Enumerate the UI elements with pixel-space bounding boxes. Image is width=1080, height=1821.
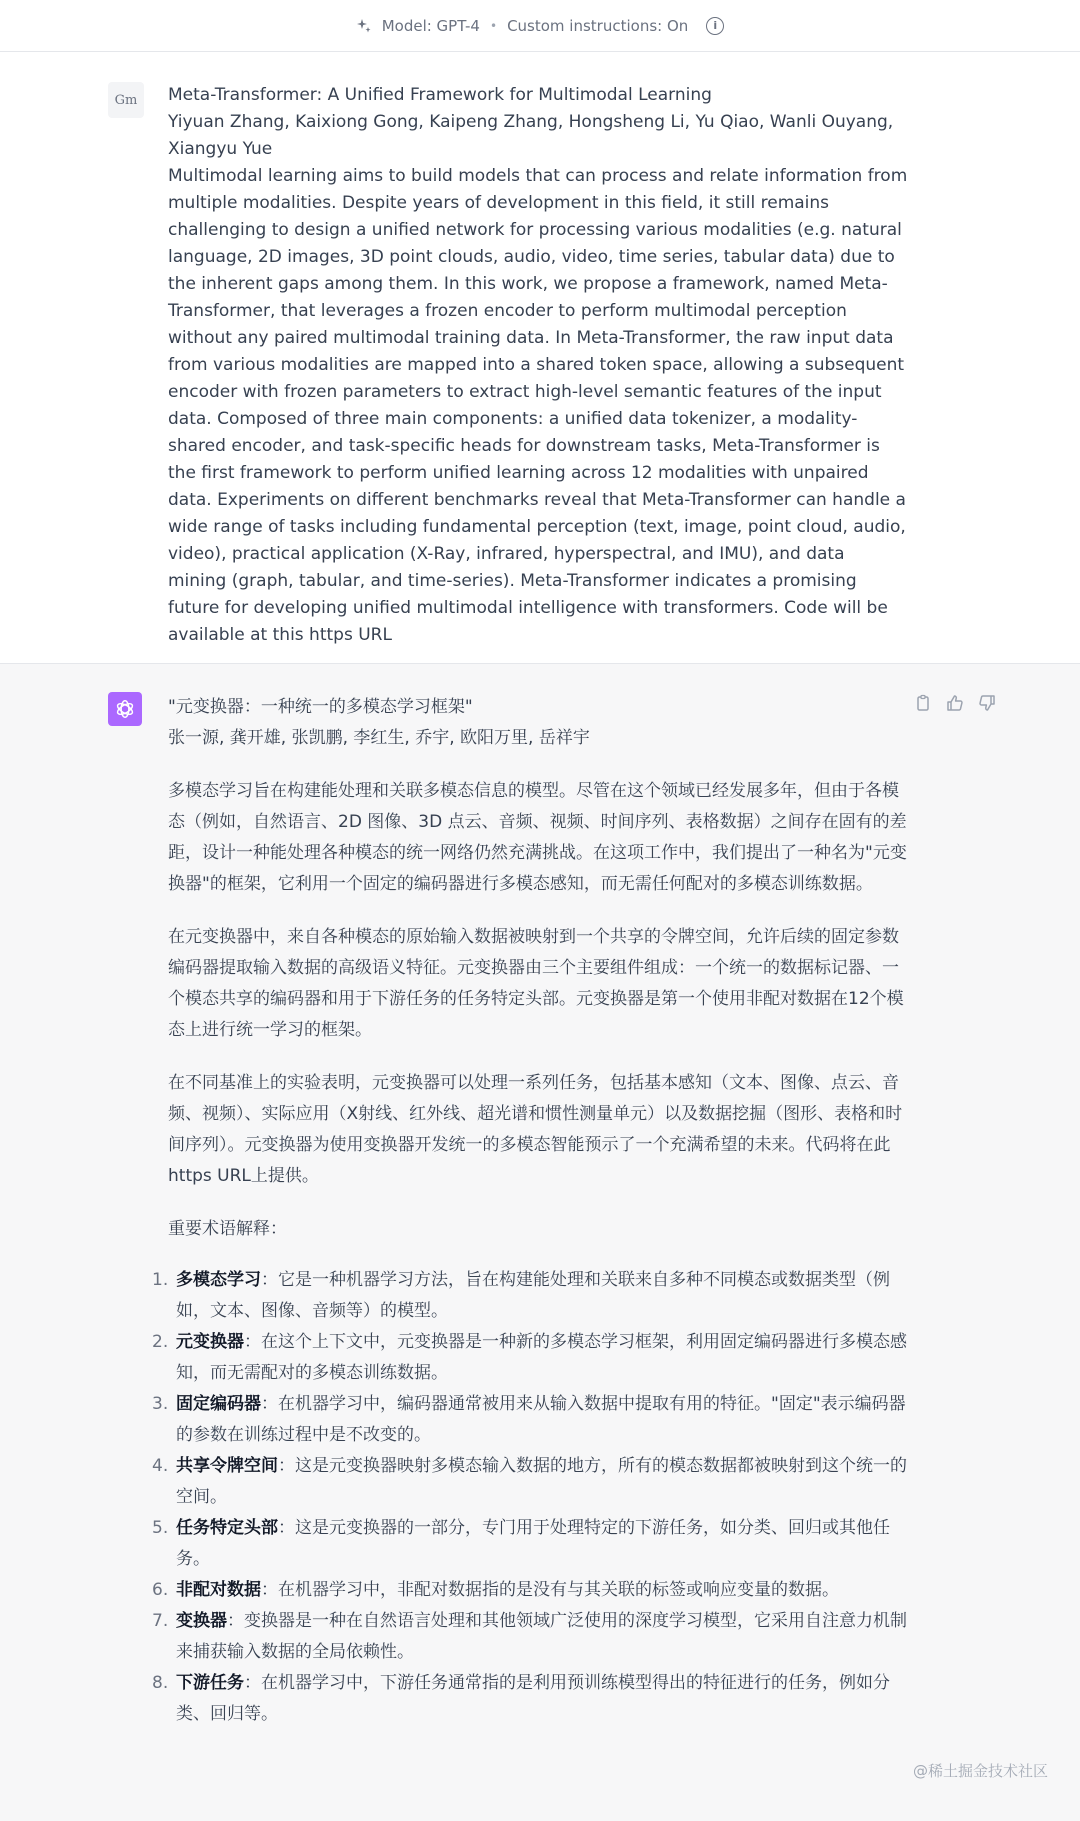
term-description: ：在机器学习中，下游任务通常指的是利用预训练模型得出的特征进行的任务，例如分类、回归等。 xyxy=(176,1673,890,1724)
term-description: ：这是元变换器的一部分，专门用于处理特定的下游任务，如分类、回归或其他任务。 xyxy=(176,1518,890,1569)
openai-logo-icon xyxy=(114,698,136,720)
model-header xyxy=(0,0,1080,52)
paper-abstract: Multimodal learning aims to build models that can process and relate information from multiple modalities. Despite years of development in this field, it still remains challenging to design a unified network for processing various modalities (e.g. natural language, 2D images, 3D point clouds, audio, video, time series, tabular data) due to the inherent gaps among them. In this work, we propose a framework, named Meta-Transformer, that leverages a frozen encoder to perform multimodal perception without any paired multimodal training data. In Meta-Transformer, the raw input data from various modalities are mapped into a shared token space, allowing a subsequent encoder with frozen parameters to extract high-level semantic features of the input data. Composed of three main components: a unified data tokenizer, a modality-shared encoder, and task-specific heads for downstream tasks, Meta-Transformer is the first framework to perform unified learning across 12 modalities with unpaired data. Experiments on different benchmarks reveal that Meta-Transformer can handle a wide range of tasks including fundamental perception (text, image, point cloud, audio, video), practical application (X-Ray, infrared, hyperspectral, and IMU), and data mining (graph, tabular, and time-series). Meta-Transformer indicates a promising future for developing unified multimodal intelligence with transformers. Code will be available at this https URL xyxy=(168,166,908,645)
chatgpt-logo-icon xyxy=(108,692,142,726)
translated-title: "元变换器：一种统一的多模态学习框架" xyxy=(168,697,473,717)
list-number: 3. xyxy=(152,1394,169,1414)
paper-authors: Yiyuan Zhang, Kaixiong Gong, Kaipeng Zhang, Hongsheng Li, Yu Qiao, Wanli Ouyang, Xiangyu Yue xyxy=(168,112,894,159)
list-item xyxy=(152,1265,908,1327)
copy-icon[interactable] xyxy=(914,694,932,712)
term-description: ：变换器是一种在自然语言处理和其他领域广泛使用的深度学习模型，它采用自注意力机制来捕获输入数据的全局依赖性。 xyxy=(176,1611,907,1662)
terms-list xyxy=(152,1265,908,1730)
term-name: 多模态学习 xyxy=(176,1270,261,1290)
watermark xyxy=(913,1760,1048,1781)
term-name: 固定编码器 xyxy=(176,1394,261,1414)
assistant-message xyxy=(0,664,1080,1821)
term-name: 变换器 xyxy=(176,1611,227,1631)
list-item xyxy=(152,1606,908,1668)
term-name: 元变换器 xyxy=(176,1332,244,1352)
paragraph: 多模态学习旨在构建能处理和关联多模态信息的模型。尽管在这个领域已经发展多年，但由于各模态（例如，自然语言、2D 图像、3D 点云、音频、视频、时间序列、表格数据）之间存在固有的差距，设计一种能处理各种模态的统一网络仍然充满挑战。在这项工作中，我们提出了一种名为"元变换器"的框架，它利用一个固定的编码器进行多模态感知，而无需任何配对的多模态训练数据。 xyxy=(168,781,907,894)
paragraph: 在不同基准上的实验表明，元变换器可以处理一系列任务，包括基本感知（文本、图像、点云、音频、视频）、实际应用（X射线、红外线、超光谱和惯性测量单元）以及数据挖掘（图形、表格和时间序列）。元变换器为使用变换器开发统一的多模态智能预示了一个充满希望的未来。代码将在此https URL上提供。 xyxy=(168,1073,903,1186)
user-avatar-text: Gm xyxy=(114,92,138,108)
list-item xyxy=(152,1451,908,1513)
header-separator: • xyxy=(489,18,498,33)
thumbs-up-icon[interactable] xyxy=(946,694,964,712)
translated-authors: 张一源, 龚开雄, 张凯鹏, 李红生, 乔宇, 欧阳万里, 岳祥宇 xyxy=(168,728,590,748)
term-name: 下游任务 xyxy=(176,1673,244,1693)
assistant-message-text xyxy=(152,692,908,1730)
list-item xyxy=(152,1513,908,1575)
term-name: 共享令牌空间 xyxy=(176,1456,278,1476)
list-item xyxy=(152,1389,908,1451)
info-icon[interactable]: i xyxy=(706,17,724,35)
user-message-text xyxy=(168,82,908,649)
terms-heading: 重要术语解释： xyxy=(168,1219,287,1239)
list-number: 4. xyxy=(152,1456,169,1476)
term-description: ：它是一种机器学习方法，旨在构建能处理和关联来自多种不同模态或数据类型（例如，文本、图像、音频等）的模型。 xyxy=(176,1270,890,1321)
list-number: 2. xyxy=(152,1332,169,1352)
term-name: 任务特定头部 xyxy=(176,1518,278,1538)
watermark-text: @稀土掘金技术社区 xyxy=(912,1762,1048,1780)
paragraph: 在元变换器中，来自各种模态的原始输入数据被映射到一个共享的令牌空间，允许后续的固定参数编码器提取输入数据的高级语义特征。元变换器由三个主要组件组成：一个统一的数据标记器、一个模态共享的编码器和用于下游任务的任务特定头部。元变换器是第一个使用非配对数据在12个模态上进行统一学习的框架。 xyxy=(168,927,904,1040)
list-item xyxy=(152,1575,908,1606)
message-actions xyxy=(914,694,996,712)
term-description: ：在机器学习中，非配对数据指的是没有与其关联的标签或响应变量的数据。 xyxy=(261,1580,839,1600)
term-description: ：在机器学习中，编码器通常被用来从输入数据中提取有用的特征。"固定"表示编码器的参数在训练过程中是不改变的。 xyxy=(176,1394,906,1445)
model-label: Model: GPT-4 xyxy=(381,16,480,35)
thumbs-down-icon[interactable] xyxy=(978,694,996,712)
sparkle-icon xyxy=(356,18,372,34)
list-number: 7. xyxy=(152,1611,169,1631)
list-number: 6. xyxy=(152,1580,169,1600)
list-item xyxy=(152,1327,908,1389)
term-description: ：这是元变换器映射多模态输入数据的地方，所有的模态数据都被映射到这个统一的空间。 xyxy=(176,1456,907,1507)
term-name: 非配对数据 xyxy=(176,1580,261,1600)
custom-instructions-status: Custom instructions: On xyxy=(507,16,689,35)
list-number: 1. xyxy=(152,1270,169,1290)
list-item xyxy=(152,1668,908,1730)
user-avatar xyxy=(108,82,144,118)
list-number: 8. xyxy=(152,1673,169,1693)
user-message xyxy=(0,52,1080,664)
paper-title: Meta-Transformer: A Unified Framework for Multimodal Learning xyxy=(168,85,712,105)
term-description: ：在这个上下文中，元变换器是一种新的多模态学习框架，利用固定编码器进行多模态感知，而无需配对的多模态训练数据。 xyxy=(176,1332,907,1383)
list-number: 5. xyxy=(152,1518,169,1538)
